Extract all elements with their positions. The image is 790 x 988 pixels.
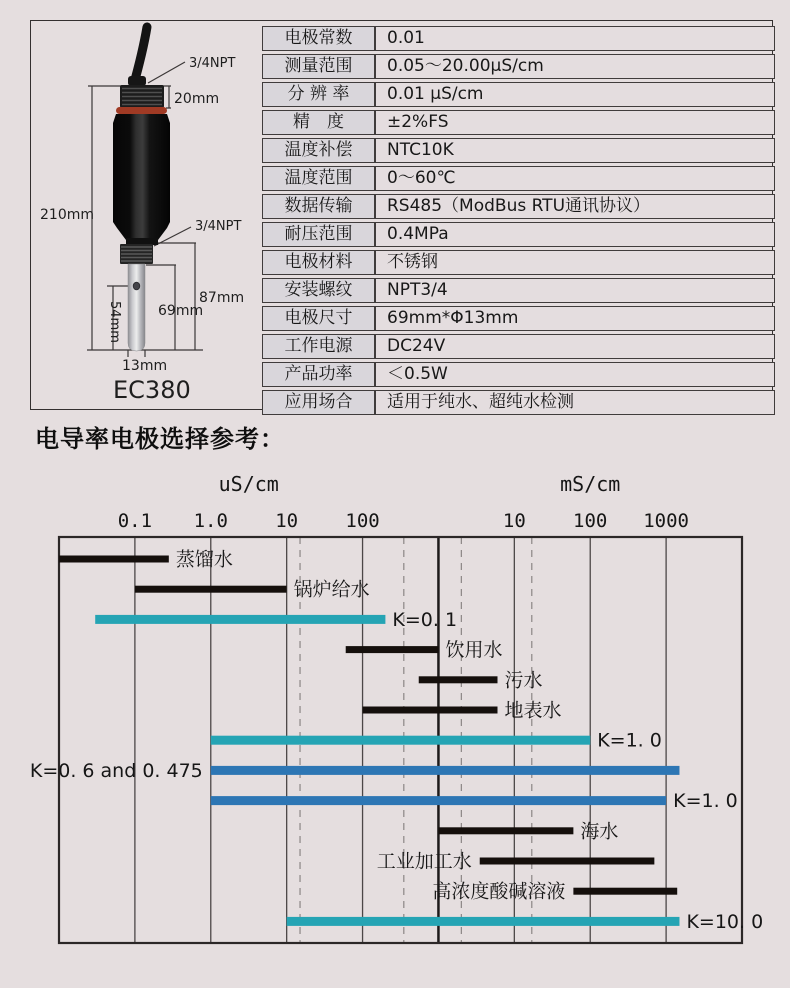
spec-label: 应用场合 xyxy=(262,390,375,415)
spec-row xyxy=(262,222,775,247)
chart-bar xyxy=(287,917,680,926)
model-label: EC380 xyxy=(113,376,191,404)
spec-row xyxy=(262,26,775,51)
spec-value: ＜0.5W xyxy=(375,362,775,387)
dim-shaft-diameter: 13mm xyxy=(122,358,168,374)
spec-row xyxy=(262,390,775,415)
chart-bar xyxy=(59,556,169,563)
spec-value: DC24V xyxy=(375,334,775,359)
spec-label: 数据传输 xyxy=(262,194,375,219)
spec-row xyxy=(262,138,775,163)
chart-bar xyxy=(438,827,573,834)
chart-bar xyxy=(480,858,655,865)
chart-bar xyxy=(211,736,590,745)
spec-value: RS485（ModBus RTU通讯协议） xyxy=(375,194,775,219)
dim-npt-top: 3/4NPT xyxy=(189,56,236,71)
bar-label: 地表水 xyxy=(504,699,562,722)
spec-value: NTC10K xyxy=(375,138,775,163)
axis-tick-label: 10 xyxy=(502,510,526,532)
dim-overall-length: 210mm xyxy=(40,207,94,223)
spec-row xyxy=(262,194,775,219)
dim-shaft-length: 69mm xyxy=(158,303,204,319)
dim-immersion-length: 87mm xyxy=(199,290,245,306)
spec-table-wrap xyxy=(262,23,775,418)
spec-row xyxy=(262,166,775,191)
chart-bar xyxy=(573,888,677,895)
dim-npt-mid: 3/4NPT xyxy=(195,219,242,234)
chart-title: 电导率电极选择参考： xyxy=(35,425,285,453)
cable-gland xyxy=(128,76,146,86)
bar-label: K=0. 1 xyxy=(392,608,458,631)
bar-label: 工业加工水 xyxy=(376,850,472,873)
spec-label: 电极材料 xyxy=(262,250,375,275)
axis-tick-label: 0.1 xyxy=(117,510,153,532)
bar-label: 锅炉给水 xyxy=(293,578,370,601)
spec-label: 精 度 xyxy=(262,110,375,135)
spec-label: 产品功率 xyxy=(262,362,375,387)
chart-bar xyxy=(419,676,498,683)
bar-label: 污水 xyxy=(504,669,543,692)
chart-bar xyxy=(211,766,680,775)
spec-value: 不锈钢 xyxy=(375,250,775,275)
chart-bar xyxy=(363,707,498,714)
probe-neck xyxy=(126,238,158,245)
selection-chart xyxy=(0,440,790,988)
shaft-hole xyxy=(133,282,139,290)
spec-row xyxy=(262,82,775,107)
bar-label: 海水 xyxy=(580,820,619,843)
bar-label: K=1. 0 xyxy=(673,790,738,813)
axis-tick-label: 1.0 xyxy=(193,510,228,532)
chart-bar xyxy=(346,646,439,653)
spec-label: 电极常数 xyxy=(262,26,375,51)
spec-row xyxy=(262,306,775,331)
dim-hole-depth: 54mm xyxy=(107,301,122,343)
spec-label: 温度补偿 xyxy=(262,138,375,163)
spec-label: 分 辨 率 xyxy=(262,82,375,107)
spec-label: 耐压范围 xyxy=(262,222,375,247)
axis-unit-label: mS/cm xyxy=(560,472,621,496)
spec-value: 69mm*Φ13mm xyxy=(375,306,775,331)
o-ring xyxy=(116,107,167,114)
spec-row xyxy=(262,334,775,359)
axis-unit-label: uS/cm xyxy=(218,472,279,496)
spec-label: 工作电源 xyxy=(262,334,375,359)
spec-value: 0～60℃ xyxy=(375,166,775,191)
spec-value: 0.4MPa xyxy=(375,222,775,247)
probe-shaft xyxy=(128,264,145,351)
bar-label: 高浓度酸碱溶液 xyxy=(432,880,566,903)
bar-label: 饮用水 xyxy=(445,639,503,662)
probe-figure xyxy=(30,20,262,412)
bar-label: K=0. 6 and 0. 475 xyxy=(29,759,203,782)
spec-value: 适用于纯水、超纯水检测 xyxy=(375,390,775,415)
spec-row xyxy=(262,110,775,135)
chart-bar xyxy=(95,615,385,624)
spec-label: 安装螺纹 xyxy=(262,278,375,303)
spec-row xyxy=(262,362,775,387)
spec-label: 温度范围 xyxy=(262,166,375,191)
chart-bar xyxy=(211,796,666,805)
spec-row xyxy=(262,54,775,79)
axis-tick-label: 100 xyxy=(573,510,608,532)
spec-value: 0.01 xyxy=(375,26,775,51)
spec-value: ±2%FS xyxy=(375,110,775,135)
bar-label: 蒸馏水 xyxy=(175,548,233,571)
chart-bar xyxy=(135,586,287,593)
spec-row xyxy=(262,250,775,275)
dim-cap-height: 20mm xyxy=(174,91,220,107)
bar-label: K=1. 0 xyxy=(597,729,662,752)
spec-label: 测量范围 xyxy=(262,54,375,79)
spec-label: 电极尺寸 xyxy=(262,306,375,331)
spec-value: 0.01 μS/cm xyxy=(375,82,775,107)
bar-label: K=10. 0 xyxy=(686,910,764,933)
probe-body xyxy=(113,114,170,240)
axis-tick-label: 10 xyxy=(275,510,299,532)
spec-row xyxy=(262,278,775,303)
axis-tick-label: 100 xyxy=(345,510,380,532)
spec-table xyxy=(262,23,775,418)
axis-tick-label: 1000 xyxy=(643,510,689,532)
spec-value: NPT3/4 xyxy=(375,278,775,303)
spec-value: 0.05～20.00μS/cm xyxy=(375,54,775,79)
